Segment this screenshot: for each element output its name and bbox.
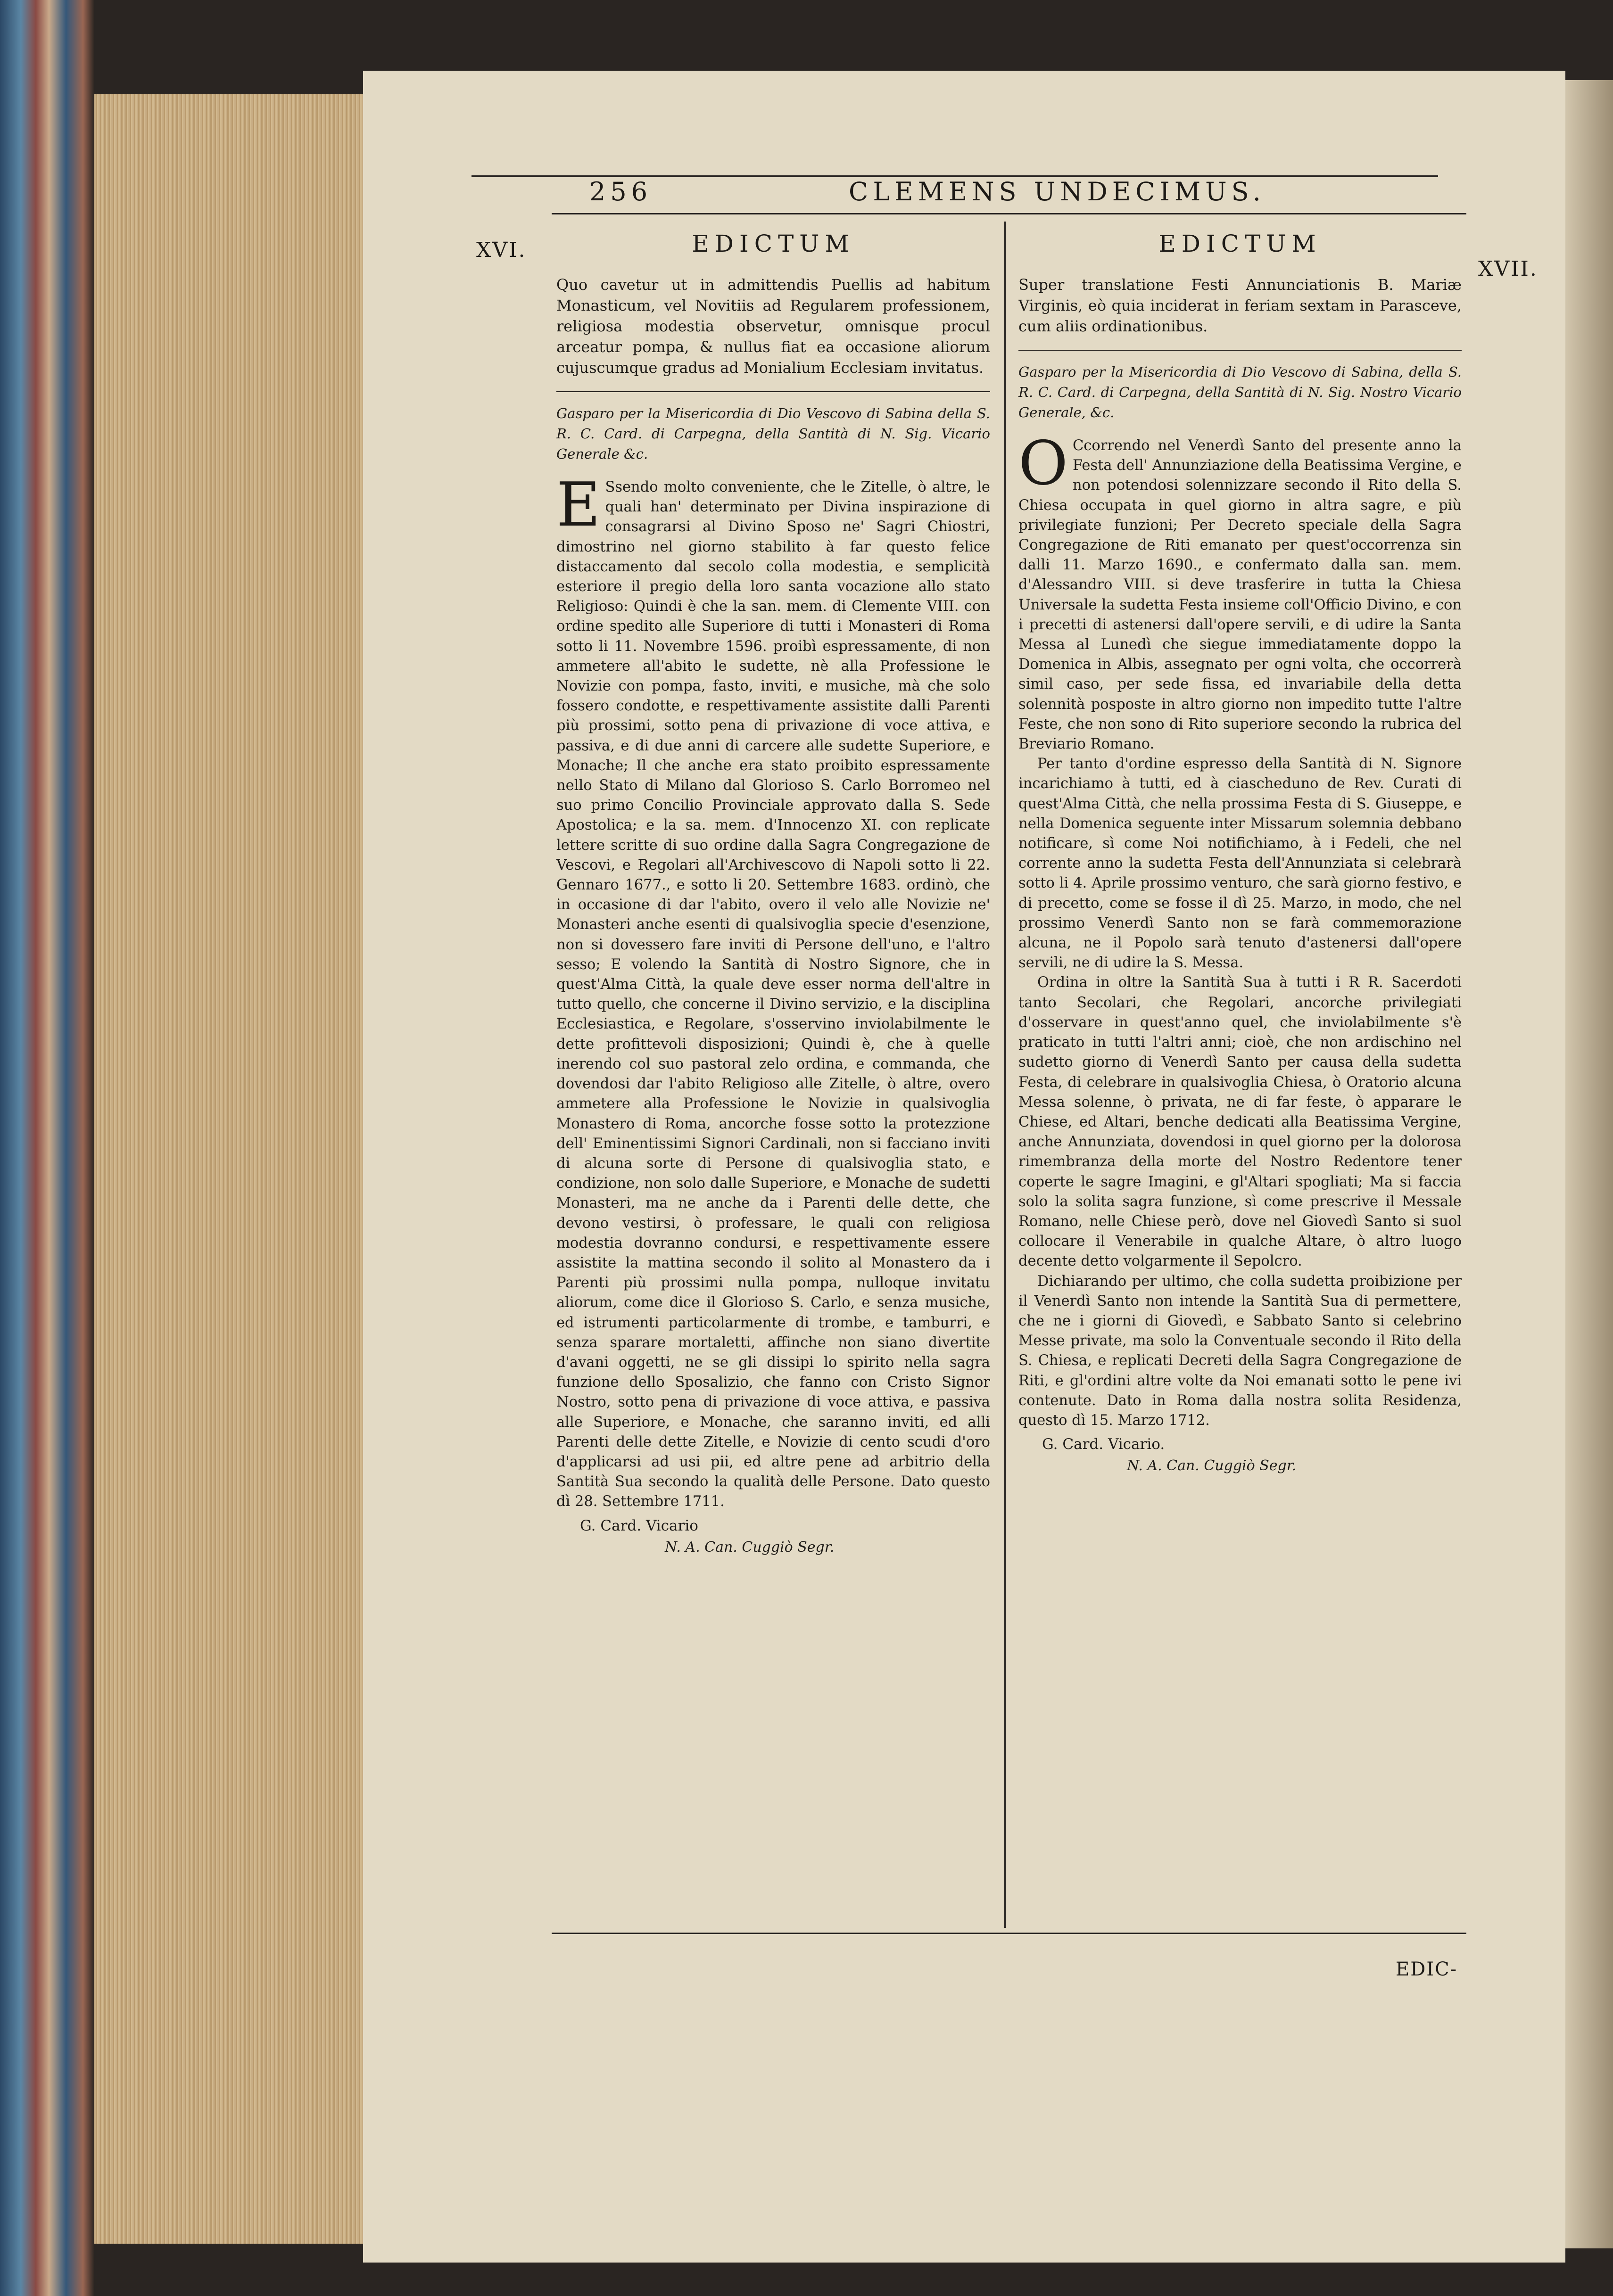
margin-numeral-right: XVII.	[1478, 257, 1538, 281]
page-header	[556, 177, 1367, 210]
column-divider	[1004, 222, 1006, 1928]
running-head: CLEMENS UNDECIMUS.	[849, 177, 1266, 206]
summary-divider	[556, 391, 990, 392]
signature-secretary: N. A. Can. Cuggiò Segr.	[665, 1539, 835, 1555]
edict-summary: Quo cavetur ut in admittendis Puellis ad habitum Monasticum, vel Novitiis ad Regularem professionem, religiosa modestia observetur, omnisque procul arceatur pompa, & nullus fiat ea occasione aliorum cujuscumque gradus ad Monialium Ecclesiam invitatus.	[556, 276, 990, 377]
edict-right	[1018, 230, 1462, 1477]
edict-issuer: Gasparo per la Misericordia di Dio Vescovo di Sabina, della S. R. C. Card. di Carpegna, della Santità di N. Sig. Nostro Vicario Generale, &c.	[1018, 364, 1462, 420]
page-block-edges	[94, 94, 363, 2244]
page-number: 256	[589, 177, 653, 206]
edict-title: EDICTUM	[1158, 230, 1322, 257]
body-paragraph: Ssendo molto conveniente, che le Zitelle, ò altre, le quali han' determinato per Divina inspirazione di consagrarsi al Divino Sposo ne' Sagri Chiostri, dimostrino nel giorno stabilito à far questo felice distaccamento dal secolo colla modestia, e semplicità esteriore il pregio della loro santa vocazione allo stato Religioso: Quindi è che la san. mem. di Clemente VIII. con ordine spedito alle Superiore di tutti i Monasteri di Roma sotto li 11. Novembre 1596. proibì espressamente, di non ammetere all'abito le sudette, nè alla Professione le Novizie con pompa, fasto, inviti, e musiche, mà che solo fossero condotte, e respettivamente assistite dalli Parenti più prossimi, sotto pena di privazione di voce attiva, e passiva, e di due anni di carcere alle sudette Superiore, e Monache; Il che anche era stato proibito espressamente nello Stato di Milano dal Glorioso S. Carlo Borromeo nel suo primo Concilio Provinciale approvato dalla S. Sede Apostolica; e la sa. mem. d'Innocenzo XI. con replicate lettere scritte di suo ordine dalla Sagra Congregazione de Vescovi, e Regolari all'Archivescovo di Napoli sotto li 22. Gennaro 1677., e sotto li 20. Settembre 1683. ordinò, che in occasione di dar l'abito, overo il velo alle Novizie ne' Monasteri anche esenti di qualsivoglia specie d'esenzione, non si dovessero fare inviti di Persone dell'uno, e l'altro sesso; E volendo la Santità di Nostro Signore, che in quest'Alma Città, la quale deve esser norma dell'altre in tutto quello, che concerne il Divino servizio, e la disciplina Ecclesiastica, e Regolare, s'osservino inviolabilmente le dette profittevoli disposizioni; Quindi è, che à quelle inerendo col suo pastoral zelo ordina, e commanda, che dovendosi dar l'abito Religioso alle Zitelle, ò altre, overo ammetere alla Professione le Novizie in qualsivoglia Monastero di Roma, ancorche fosse sotto la protezzione dell' Eminentissimi Signori Cardinali, non si facciano inviti di alcuna sorte di Persone di qualsivoglia stato, e condizione, non solo dalle Superiore, e Monache de sudetti Monasteri, ma ne anche da i Parenti delle dette, che devono vestirsi, ò professare, le quali con religiosa modestia dovranno condursi, e respettivamente essere assistite la mattina secondo il solito al Monastero da i Parenti più prossimi nulla pompa, nulloque invitatu aliorum, come dice il Glorioso S. Carlo, e senza musiche, ed istrumenti particolarmente di trombe, e tamburri, e senza sparare mortaletti, affinche non siano divertite d'avani oggetti, ne se gli dissipi lo spirito nella sagra funzione dello Sposalizio, che fanno con Cristo Signor Nostro, sotto pena di privazione di voce attiva, e passiva alle Superiore, e Monache, che saranno inviti, ed alli Parenti delle dette Zitelle, e Novizie di cento scudi d'oro d'applicarsi ad usi pii, ed altre pene ad arbitrio della Santità Sua secondo la qualità delle Persone. Dato questo dì 28. Settembre 1711.	[556, 479, 990, 1510]
drop-cap: E	[556, 470, 601, 540]
signature-vicar: G. Card. Vicario.	[1042, 1436, 1165, 1453]
edict-left	[556, 230, 990, 1558]
book-cover-edge	[0, 0, 94, 2296]
edict-summary: Super translatione Festi Annunciationis B. Mariæ Virginis, eò quia inciderat in feriam sextam in Parasceve, cum aliis ordinationibus.	[1018, 276, 1462, 335]
edict-title: EDICTUM	[692, 230, 855, 257]
body-paragraph: Per tanto d'ordine espresso della Santità di N. Signore incarichiamo à tutti, ed à ciascheduno de Rev. Curati di quest'Alma Città, che nella prossima Festa di S. Giuseppe, e nella Domenica seguente inter Missarum solemnia debbano notificare, sì come Noi notifichiamo, à i Fedeli, che nel corrente anno la sudetta Festa dell'Annunziata si celebrarà sotto li 4. Aprile prossimo venturo, che sarà giorno festivo, e di precetto, come se fosse il dì 25. Marzo, in modo, che nel prossimo Venerdì Santo non se farà commemorazione alcuna, ne il Popolo sarà tenuto d'astenersi dall'opere servili, ne di udire la S. Messa.	[1018, 756, 1462, 971]
edict-body	[1018, 428, 1462, 1431]
body-paragraph: Dichiarando per ultimo, che colla sudetta proibizione per il Venerdì Santo non intende la Santità Sua di permettere, che ne i giorni di Giovedì, e Sabbato Santo si celebrino Messe private, ma solo la Conventuale secondo il Rito della S. Chiesa, e replicati Decreti della Sagra Congregazione de Riti, e gl'ordini altre volte da Noi emanati sotto le pene ivi contenute. Dato in Roma dalla nostra solita Residenza, questo dì 15. Marzo 1712.	[1018, 1273, 1462, 1429]
body-paragraph: Ccorrendo nel Venerdì Santo del presente anno la Festa dell' Annunziazione della Beatissima Vergine, e non potendosi solennizzare secondo il Rito della S. Chiesa occupata in quel giorno in altra sagre, e più privilegiate funzioni; Per Decreto speciale della Sagra Congregazione de Riti emanato per quest'occorrenza sin dalli 11. Marzo 1690., e confermato dalla san. mem. d'Alessandro VIII. si deve trasferire in tutta la Chiesa Universale la sudetta Festa insieme coll'Officio Divino, e con i precetti di astenersi dall'opere servili, e di udire la Santa Messa al Lunedì che siegue immediatamente doppo la Domenica in Albis, assegnato per ogni volta, che occorrerà simil caso, per sede fissa, ed invariabile della detta solennità posposte in altro giorno non impedito tutte l'altre Feste, che non sono di Rito superiore secondo la rubrica del Breviario Romano.	[1018, 437, 1462, 753]
edict-issuer: Gasparo per la Misericordia di Dio Vescovo di Sabina della S. R. C. Card. di Carpegna, della Santità di N. Sig. Vicario Generale &c.	[556, 405, 990, 462]
header-bottom-rule	[552, 213, 1466, 214]
margin-numeral-left: XVI.	[476, 238, 527, 262]
signature-secretary: N. A. Can. Cuggiò Segr.	[1127, 1457, 1297, 1474]
catchword: EDIC-	[1396, 1959, 1458, 1980]
summary-divider	[1018, 350, 1462, 351]
signature-vicar: G. Card. Vicario	[580, 1517, 698, 1534]
edict-body	[556, 470, 990, 1512]
footer-rule-left	[552, 1933, 1004, 1934]
drop-cap: O	[1018, 428, 1068, 499]
footer-rule-right	[1004, 1933, 1466, 1934]
body-paragraph: Ordina in oltre la Santità Sua à tutti i R R. Sacerdoti tanto Secolari, che Regolari, ancorche privilegiati d'osservare in quest'anno quel, che inviolabilmente s'è praticato in tutti l'altri anni; cioè, che non ardischino nel sudetto giorno di Venerdì Santo per causa della sudetta Festa, di celebrare in qualsivoglia Chiesa, ò Oratorio alcuna Messa solenne, ò privata, ne di far feste, ò apparare le Chiese, ed Altari, benche dedicati alla Beatissima Vergine, anche Annunziata, dovendosi in quel giorno per la dolorosa rimembranza della morte del Nostro Redentore tener coperte le sagre Imagini, e gl'Altari spogliati; Ma si faccia solo la solita sagra funzione, sì come prescrive il Messale Romano, nelle Chiese però, dove nel Giovedì Santo si suol collocare il Venerabile in qualche Altare, ò altro luogo decente detto volgarmente il Sepolcro.	[1018, 974, 1462, 1270]
facing-page-edge	[1565, 80, 1613, 2248]
